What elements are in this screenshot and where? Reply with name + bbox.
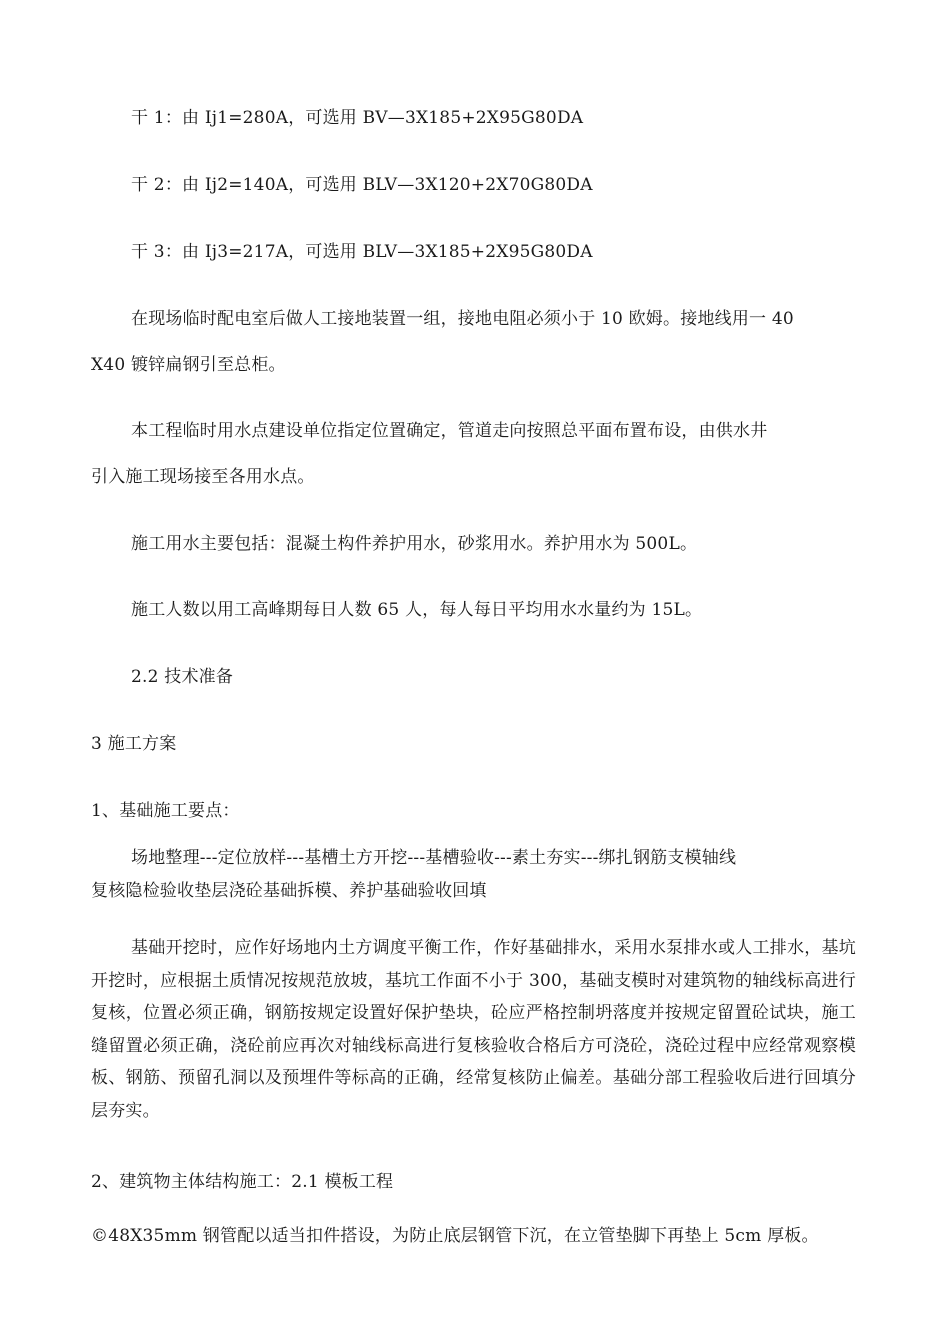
water-use-paragraph: 施工用水主要包括：混凝土构件养护用水，砂浆用水。养护用水为 500L。: [131, 534, 698, 554]
feeder-2-line: 干 2：由 Ij2=140A，可选用 BLV—3X120+2X70G80DA: [131, 175, 593, 195]
process-line-1: 场地整理---定位放样---基槽土方开挖---基槽验收---素土夯实---绑扎钢筋支模轴线: [131, 848, 737, 868]
steel-pipe-paragraph: ©48X35mm 钢管配以适当扣件搭设，为防止底层钢管下沉，在立管垫脚下再垫上 5cm 厚板。: [91, 1226, 819, 1246]
grounding-paragraph-line-2: X40 镀锌扁钢引至总柜。: [91, 355, 286, 375]
section-3-heading: 3 施工方案: [91, 734, 177, 754]
feeder-1-line: 干 1：由 Ij1=280A，可选用 BV—3X185+2X95G80DA: [131, 108, 584, 128]
grounding-paragraph-line-1: 在现场临时配电室后做人工接地装置一组，接地电阻必须小于 10 欧姆。接地线用一 40: [131, 309, 794, 329]
process-line-2: 复核隐检验收垫层浇砼基础拆模、养护基础验收回填: [91, 881, 487, 901]
foundation-body-paragraph: 基础开挖时，应作好场地内土方调度平衡工作，作好基础排水，采用水泵排水或人工排水，基坑开挖时，应根据土质情况按规范放坡，基坑工作面不小于 300，基础支模时对建筑物的轴线标高进行复核，位置必须正确，钢筋按规定设置好保护垫块，砼应严格控制坍落度并按规定留置砼试块，施工缝留置必须正确，浇砼前应再次对轴线标高进行复核验收合格后方可浇砼，浇砼过程中应经常观察模板、钢筋、预留孔洞以及预埋件等标高的正确，经常复核防止偏差。基础分部工程验收后进行回填分层夯实。: [91, 938, 856, 1121]
water-point-paragraph-line-2: 引入施工现场接至各用水点。: [91, 467, 315, 487]
feeder-3-line: 干 3：由 Ij3=217A，可选用 BLV—3X185+2X95G80DA: [131, 242, 593, 262]
workers-paragraph: 施工人数以用工高峰期每日人数 65 人，每人每日平均用水水量约为 15L。: [131, 600, 703, 620]
foundation-heading: 1、基础施工要点：: [91, 801, 240, 821]
water-point-paragraph-line-1: 本工程临时用水点建设单位指定位置确定，管道走向按照总平面布置布设，由供水井: [131, 421, 768, 441]
tech-prep-heading: 2.2 技术准备: [131, 667, 234, 687]
main-structure-heading: 2、建筑物主体结构施工：2.1 模板工程: [91, 1172, 394, 1192]
